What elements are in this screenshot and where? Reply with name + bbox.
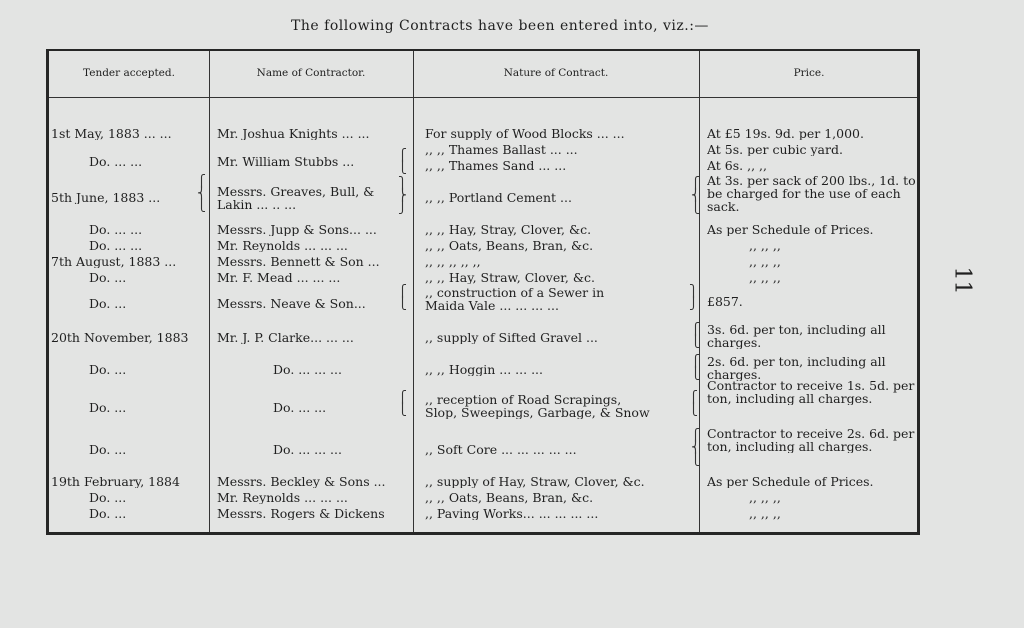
tender-date: 1st May, 1883 ... ... [51,127,172,140]
contractor-name: Mr. Reynolds ... ... ... [217,491,348,504]
contract-price: ,, ,, ,, [749,507,781,520]
brace-icon: ⎫ ⎬ ⎭ [398,176,407,214]
contract-nature: For supply of Wood Blocks ... ... [425,127,625,140]
contract-price: 3s. 6d. per ton, including all charges. [707,323,886,349]
contract-nature: ,, Paving Works... ... ... ... ... [425,507,599,520]
tender-date: Do. ... [89,443,127,456]
contractor-name: Mr. Joshua Knights ... ... [217,127,370,140]
brace-icon: ⎧ ⎨ ⎩ [691,176,700,214]
contractor-name: Do. ... ... ... [273,443,342,456]
brace-icon: ⎧ ⎨ ⎩ [197,174,206,212]
brace-icon: ⎧ ⎩ [398,148,407,174]
contract-nature: ,, ,, Thames Ballast ... ... [425,143,578,156]
brace-icon: ⎧ ⎨ ⎩ [691,428,700,466]
tender-date: Do. ... ... [89,155,143,168]
contract-nature: ,, ,, Portland Cement ... [425,191,572,204]
tender-date: Do. ... ... [89,239,143,252]
contract-price: At £5 19s. 9d. per 1,000. [707,127,864,140]
contract-price: At 6s. ,, ,, [707,159,767,172]
contract-price: 2s. 6d. per ton, including all charges. [707,355,886,381]
contract-nature: ,, construction of a Sewer in Maida Vale ... ... ... ... [425,286,605,312]
contractor-name: Messrs. Greaves, Bull, & Lakin ... .. ... [217,185,375,211]
column-divider [209,51,210,532]
contractor-name: Messrs. Neave & Son... [217,297,366,310]
contract-nature: ,, ,, Thames Sand ... ... [425,159,567,172]
contract-nature: ,, ,, Hay, Stray, Clover, &c. [425,223,592,236]
header-price: Price. [793,67,825,79]
contractor-name: Mr. J. P. Clarke... ... ... [217,331,354,344]
contracts-table [46,49,920,535]
brace-icon: ⎧ ⎩ [689,390,698,416]
header-name-of-contractor: Name of Contractor. [256,67,366,79]
contract-price: ,, ,, ,, [749,491,781,504]
brace-icon: ⎧ ⎩ [691,354,700,380]
contract-price: £857. [707,295,743,308]
brace-icon: ⎧ ⎩ [398,284,407,310]
contractor-name: Mr. F. Mead ... ... ... [217,271,341,284]
contract-price: Contractor to receive 2s. 6d. per ton, including all charges. [707,427,915,453]
column-divider [413,51,414,532]
header-tender-accepted: Tender accepted. [83,67,175,79]
contract-price: At 3s. per sack of 200 lbs., 1d. to be charged for the use of each sack. [707,174,916,213]
contractor-name: Mr. William Stubbs ... [217,155,355,168]
header-nature-of-contract: Nature of Contract. [503,67,609,79]
tender-date: Do. ... [89,507,127,520]
tender-date: Do. ... [89,363,127,376]
tender-date: Do. ... [89,401,127,414]
contract-price: At 5s. per cubic yard. [707,143,843,156]
contract-nature: ,, ,, ,, ,, ,, [425,255,481,268]
page-number: 11 [949,266,975,295]
contract-price: ,, ,, ,, [749,271,781,284]
contract-nature: ,, supply of Sifted Gravel ... [425,331,598,344]
page-heading: The following Contracts have been entered into, viz.:— [291,18,709,34]
contract-nature: ,, Soft Core ... ... ... ... ... [425,443,577,456]
contract-price: ,, ,, ,, [749,255,781,268]
contractor-name: Messrs. Rogers & Dickens [217,507,385,520]
contract-price: ,, ,, ,, [749,239,781,252]
tender-date: 5th June, 1883 ... [51,191,161,204]
contract-price: As per Schedule of Prices. [707,223,874,236]
tender-date: Do. ... [89,491,127,504]
contractor-name: Messrs. Bennett & Son ... [217,255,380,268]
tender-date: Do. ... [89,271,127,284]
contractor-name: Messrs. Jupp & Sons... ... [217,223,377,236]
tender-date: 19th February, 1884 [51,475,180,488]
contractor-name: Do. ... ... [273,401,327,414]
header-divider [49,97,917,98]
tender-date: Do. ... ... [89,223,143,236]
tender-date: 7th August, 1883 ... [51,255,177,268]
brace-icon: ⎧ ⎩ [691,322,700,348]
contract-nature: ,, ,, Hoggin ... ... ... [425,363,543,376]
tender-date: 20th November, 1883 [51,331,189,344]
brace-icon: ⎧ ⎩ [398,390,407,416]
contract-price: As per Schedule of Prices. [707,475,874,488]
contract-nature: ,, reception of Road Scrapings, Slop, Sweepings, Garbage, & Snow [425,393,650,419]
contract-nature: ,, ,, Oats, Beans, Bran, &c. [425,491,594,504]
contract-price: Contractor to receive 1s. 5d. per ton, including all charges. [707,379,915,405]
contract-nature: ,, ,, Hay, Straw, Clover, &c. [425,271,595,284]
contractor-name: Mr. Reynolds ... ... ... [217,239,348,252]
tender-date: Do. ... [89,297,127,310]
contractor-name: Do. ... ... ... [273,363,342,376]
brace-icon: ⎫ ⎭ [689,284,698,310]
contract-nature: ,, ,, Oats, Beans, Bran, &c. [425,239,594,252]
contract-nature: ,, supply of Hay, Straw, Clover, &c. [425,475,645,488]
contractor-name: Messrs. Beckley & Sons ... [217,475,386,488]
